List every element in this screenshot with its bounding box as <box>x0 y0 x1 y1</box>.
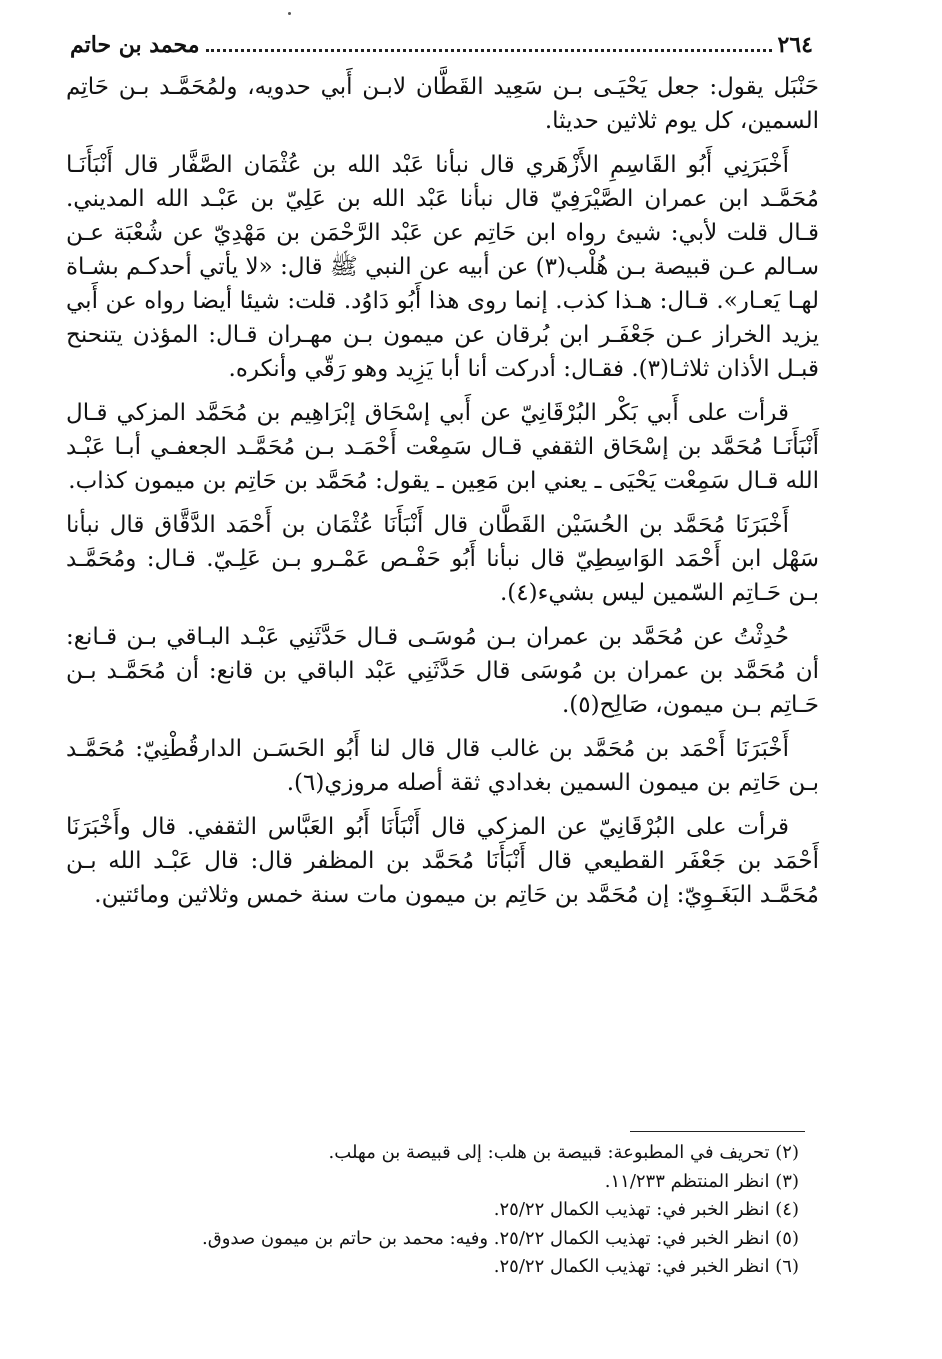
page-header <box>70 28 813 62</box>
scan-speck <box>288 12 291 15</box>
paragraph: حَنْبَل يقول: جعل يَحْيَـى بـن سَعِيد القَطَّان لابـن أَبي حدويه، ولمُحَمَّـد بـن حَاتِم السمين، كل يوم ثلاثين حديثا. <box>66 74 819 134</box>
footnote: (٤) انظر الخبر في: تهذيب الكمال ٢٥/٢٢. <box>493 1199 799 1220</box>
footnotes <box>66 1139 799 1282</box>
footnote-divider <box>630 1131 805 1132</box>
header-dot-leader <box>206 39 772 52</box>
paragraph: أَخْبَرَنَا أَحْمَد بن مُحَمَّد بن غالب قال قال لنا أَبُو الحَسَـن الدارقُطْنِيّ: مُحَمَّـد بـن حَاتِم بن ميمون السمين بغدادي ثقة أصله مروزي(٦). <box>66 736 819 796</box>
running-title: محمد بن حاتم <box>70 32 200 58</box>
footnote: (٥) انظر الخبر في: تهذيب الكمال ٢٥/٢٢. وفيه: محمد بن حاتم بن ميمون صدوق. <box>202 1227 799 1249</box>
paragraph: أَخْبَرَنَا مُحَمَّد بن الحُسَيْن القَطَّان قال أَنْبَأَنَا عُثْمَان بن أَحْمَد الدَّقَّاق قال نبأنا سَهْل ابن أَحْمَد الوَاسِطِيّ قال نبأنا أَبُو حَفْـص عَمْـرو بـن عَلِـيّ. قـال: ومُحَمَّـد بـن حَـاتِم السّمين ليس بشيء(٤). <box>66 512 819 606</box>
footnote: (٣) انظر المنتظم ١١/٢٣٣. <box>604 1170 799 1192</box>
main-text <box>66 70 819 922</box>
footnote: (٦) انظر الخبر في: تهذيب الكمال ٢٥/٢٢. <box>493 1256 799 1277</box>
page-number: ٢٦٤ <box>777 32 813 58</box>
footnote: (٢) تحريف في المطبوعة: قبيصة بن هلب: إلى قبيصة بن مهلب. <box>328 1142 799 1163</box>
paragraph: قرأت على البُرْقَانِيّ عن المزكي قال أَنْبَأَنَا أَبُو العَبَّاس الثقفي. قال وأَخْبَرَنَا أَحْمَد بن جَعْفَر القطيعي قال أَنْبَأَنَا مُحَمَّد بن المظفر قال: قال عَبْـد الله بـن مُحَمَّـد البَغَـوِيّ: إن مُحَمَّد بن حَاتِم بن ميمون مات سنة خمس وثلاثين ومائتين. <box>66 814 819 908</box>
paragraph: قرأت على أَبي بَكْر البُرْقَانِيّ عن أَبي إسْحَاق إبْرَاهِيم بن مُحَمَّد المزكي قـال أَنْبَأَنَـا مُحَمَّد بن إسْحَاق الثقفي قـال سَمِعْت أَحْمَـد بـن مُحَمَّـد الجعفـي أبـا عَبْـد الله قـال سَمِعْت يَحْيَى ـ يعني ابن مَعِين ـ يقول: مُحَمَّد بن حَاتِم بن ميمون كذاب. <box>66 400 819 494</box>
paragraph: حُدِثْتُ عن مُحَمَّد بن عمران بـن مُوسَـى قـال حَدَّثَنِي عَبْـد البـاقي بـن قـانع: أن مُحَمَّد بن عمران بن مُوسَى قال حَدَّثَنِي عَبْد الباقي بن قانع: أن مُحَمَّـد بـن حَـاتِم بـن ميمون، صَالِح(٥). <box>66 624 819 718</box>
paragraph: أَخْبَرَنِي أَبُو القَاسِمِ الأَزْهَري قال نبأنا عَبْد الله بن عُثْمَان الصَّفَّار قال أَنْبَأَنَـا مُحَمَّـد ابن عمران الصَّيْرَفِيّ قال نبأنا عَبْد الله بن عَلِيّ بن عَبْـد الله المديني. قـال قلت لأبي: شيئ رواه ابن حَاتِم عن عَبْد الرَّحْمَن بن مَهْدِيّ عن شُعْبَة عـن سـالم عـن قبيصة بـن هُلْب(٣) عن أبيه عن النبي ﷺ قال: «لا يأتي أحدكـم بشـاة لهـا يَعـار». قـال: هـذا كذب. إنما روى هذا أَبُو دَاوُد. قلت: شيئا أيضا رواه عن أَبي يزيد الخراز عـن جَعْفَـر ابن بُرقان عن ميمون بـن مهـران قـال: المؤذن يتنحنح قبـل الأذان ثلاثـا(٣). فقـال: أدركت أنا أبا يَزِيد وهو رَقّي وأنكره. <box>66 152 819 382</box>
